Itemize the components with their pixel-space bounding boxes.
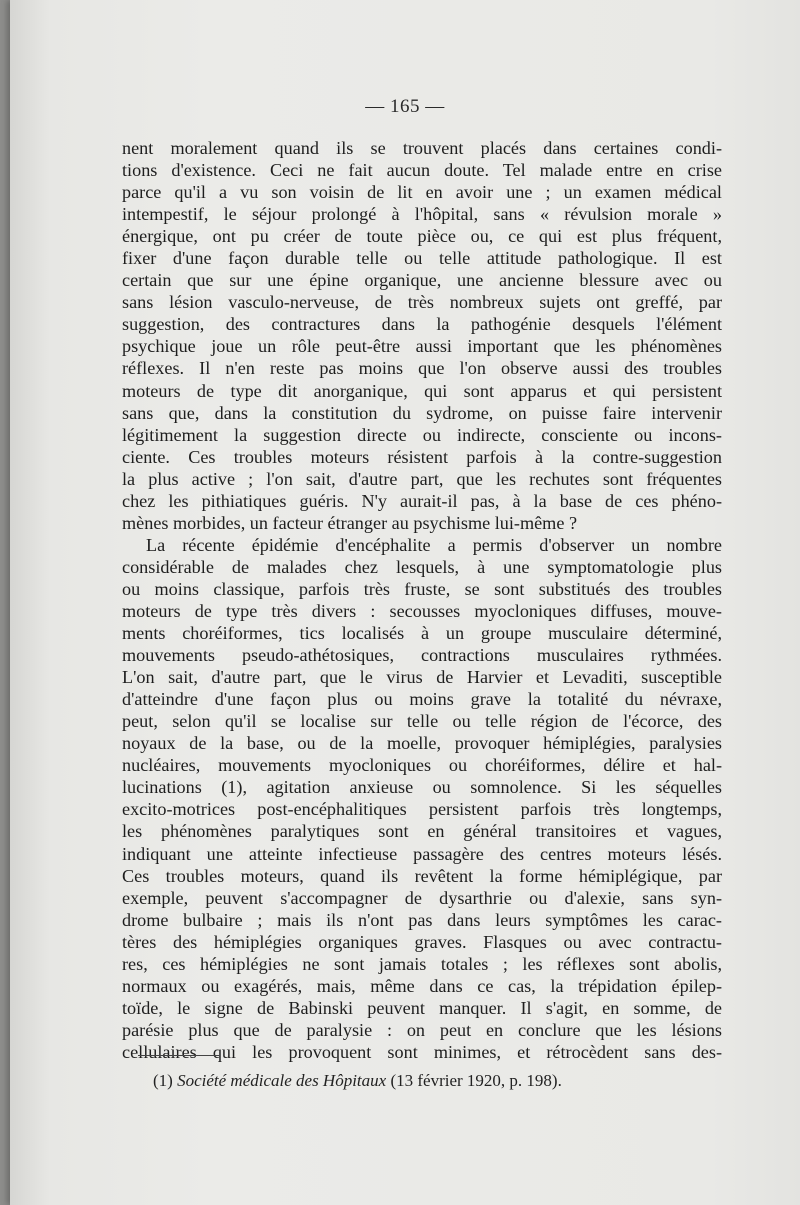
text-line: ou moins classique, parfois très fruste, se sont substitués des troubles	[122, 578, 722, 599]
text-line: noyaux de la base, ou de la moelle, provoquer hémiplégies, paralysies	[122, 733, 722, 754]
text-line: mènes morbides, un facteur étranger au psychisme lui-même ?	[122, 512, 578, 533]
footnote-divider	[138, 1055, 220, 1056]
book-page	[10, 0, 800, 1205]
text-line: intempestif, le séjour prolongé à l'hôpital, sans « révulsion morale »	[122, 204, 722, 225]
text-line: d'atteindre d'une façon plus ou moins grave la totalité du névraxe,	[122, 689, 722, 710]
body-text	[122, 137, 722, 1063]
text-line: fixer d'une façon durable telle ou telle attitude pathologique. Il est	[122, 248, 722, 269]
text-line: normaux ou exagérés, mais, même dans ce cas, la trépidation épilep-	[122, 975, 722, 996]
text-line: cellulaires qui les provoquent sont minimes, et rétrocèdent sans des-	[122, 1041, 722, 1062]
text-line: suggestion, des contractures dans la pathogénie desquels l'élément	[122, 314, 722, 335]
text-line: moteurs de type dit anorganique, qui sont apparus et qui persistent	[122, 380, 722, 401]
text-line: lucinations (1), agitation anxieuse ou somnolence. Si les séquelles	[122, 777, 722, 798]
text-line: psychique joue un rôle peut-être aussi important que les phénomènes	[122, 336, 722, 357]
text-line: parce qu'il a vu son voisin de lit en avoir une ; un examen médical	[122, 182, 722, 203]
text-line: excito-motrices post-encéphalitiques persistent parfois très longtemps,	[122, 799, 722, 820]
text-line: sans que, dans la constitution du sydrome, on puisse faire intervenir	[122, 402, 722, 423]
footnote	[153, 1071, 562, 1091]
text-line: L'on sait, d'autre part, que le virus de Harvier et Levaditi, susceptible	[122, 667, 722, 688]
text-line: toïde, le signe de Babinski peuvent manquer. Il s'agit, en somme, de	[122, 997, 722, 1018]
text-line: peut, selon qu'il se localise sur telle ou telle région de l'écorce, des	[122, 711, 722, 732]
paragraph	[122, 137, 722, 534]
text-line: sans lésion vasculo-nerveuse, de très nombreux sujets ont greffé, par	[122, 292, 722, 313]
text-line: moteurs de type très divers : secousses myocloniques diffuses, mouve-	[122, 600, 722, 621]
text-line: les phénomènes paralytiques sont en général transitoires et vagues,	[122, 821, 722, 842]
text-line: parésie plus que de paralysie : on peut en conclure que les lésions	[122, 1019, 722, 1040]
text-line: indiquant une atteinte infectieuse passagère des centres moteurs lésés.	[122, 843, 722, 864]
text-line: la plus active ; l'on sait, d'autre part, que les rechutes sont fréquentes	[122, 468, 722, 489]
paragraph	[122, 534, 722, 1063]
text-line: réflexes. Il n'en reste pas moins que l'on observe aussi des troubles	[122, 358, 722, 379]
text-line: res, ces hémiplégies ne sont jamais totales ; les réflexes sont abolis,	[122, 953, 722, 974]
text-line: tions d'existence. Ceci ne fait aucun doute. Tel malade entre en crise	[122, 160, 722, 181]
footnote-reference: (13 février 1920, p. 198).	[390, 1071, 562, 1090]
text-line: chez les pithiatiques guéris. N'y aurait-il pas, à la base de ces phéno-	[122, 490, 722, 511]
text-line: énergique, ont pu créer de toute pièce ou, ce qui est plus fréquent,	[122, 226, 722, 247]
text-line: La récente épidémie d'encéphalite a permis d'observer un nombre	[146, 534, 722, 555]
text-line: drome bulbaire ; mais ils n'ont pas dans leurs symptômes les carac-	[122, 909, 722, 930]
text-line: nent moralement quand ils se trouvent placés dans certaines condi-	[122, 138, 722, 158]
text-line: tères des hémiplégies organiques graves. Flasques ou avec contractu-	[122, 931, 722, 952]
text-line: exemple, peuvent s'accompagner de dysarthrie ou d'alexie, sans syn-	[122, 887, 722, 908]
text-line: considérable de malades chez lesquels, à une symptomatologie plus	[122, 556, 722, 577]
text-line: ciente. Ces troubles moteurs résistent parfois à la contre-suggestion	[122, 446, 722, 467]
footnote-journal: Société médicale des Hôpitaux	[177, 1071, 387, 1090]
text-line: ments choréiformes, tics localisés à un groupe musculaire déterminé,	[122, 623, 722, 644]
text-line: mouvements pseudo-athétosiques, contractions musculaires rythmées.	[122, 645, 722, 666]
text-line: Ces troubles moteurs, quand ils revêtent la forme hémiplégique, par	[122, 865, 722, 886]
footnote-marker: (1)	[153, 1071, 173, 1090]
page-number: — 165 —	[365, 96, 445, 117]
text-line: nucléaires, mouvements myocloniques ou choréiformes, délire et hal-	[122, 755, 722, 776]
text-line: certain que sur une épine organique, une ancienne blessure avec ou	[122, 270, 722, 291]
text-line: légitimement la suggestion directe ou indirecte, consciente ou incons-	[122, 424, 722, 445]
